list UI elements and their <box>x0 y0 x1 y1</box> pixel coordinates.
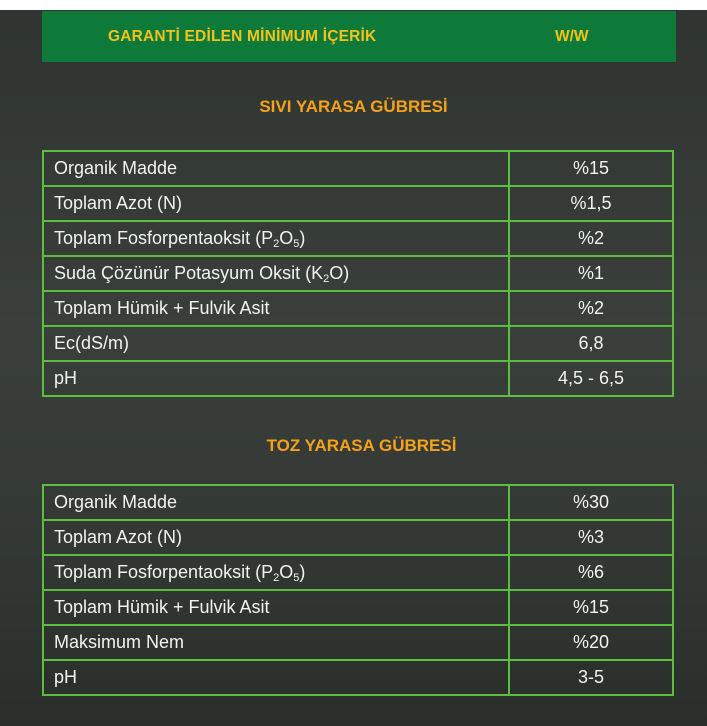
row-label: Toplam Azot (N) <box>43 520 509 555</box>
top-edge <box>0 0 707 10</box>
row-value: %15 <box>509 151 673 186</box>
table-row <box>43 555 673 590</box>
row-label: Toplam Hümik + Fulvik Asit <box>43 590 509 625</box>
row-value: %15 <box>509 590 673 625</box>
row-label: Toplam Azot (N) <box>43 186 509 221</box>
label-part: Suda Çözünür Potasyum Oksit (K <box>54 263 324 283</box>
row-value: %2 <box>509 291 673 326</box>
liquid-spec-table <box>42 150 674 397</box>
label-part: Toplam Fosforpentaoksit (P <box>54 562 274 582</box>
header-bar <box>42 11 676 62</box>
row-label: Maksimum Nem <box>43 625 509 660</box>
label-part: Toplam Fosforpentaoksit (P <box>54 228 274 248</box>
powder-section-title: TOZ YARASA GÜBRESİ <box>266 436 457 455</box>
row-value: %1 <box>509 256 673 291</box>
label-part: ) <box>299 228 306 248</box>
subscript: 5 <box>293 238 300 250</box>
row-value: %2 <box>509 221 673 256</box>
table-row <box>43 485 673 520</box>
row-label: Toplam Hümik + Fulvik Asit <box>43 291 509 326</box>
table-row <box>43 520 673 555</box>
table-row <box>43 221 673 256</box>
subscript: 2 <box>273 238 280 250</box>
label-part: ) <box>299 562 306 582</box>
row-value: %20 <box>509 625 673 660</box>
row-label: pH <box>43 660 509 695</box>
row-label: Organik Madde <box>43 151 509 186</box>
row-value: %30 <box>509 485 673 520</box>
powder-spec-table <box>42 484 674 696</box>
table-row <box>43 361 673 396</box>
row-value: 6,8 <box>509 326 673 361</box>
row-value: %1,5 <box>509 186 673 221</box>
liquid-section-title: SIVI YARASA GÜBRESİ <box>259 97 448 116</box>
label-part: O <box>279 228 294 248</box>
subscript: 2 <box>273 572 280 584</box>
header-unit-label: W/W <box>555 28 589 45</box>
table-row <box>43 625 673 660</box>
row-label <box>43 256 509 291</box>
label-part: O <box>279 562 294 582</box>
table-row <box>43 291 673 326</box>
table-row <box>43 151 673 186</box>
subscript: 2 <box>323 273 330 285</box>
table-row <box>43 186 673 221</box>
row-value: %3 <box>509 520 673 555</box>
table-row <box>43 326 673 361</box>
row-label <box>43 221 509 256</box>
label-part: O) <box>329 263 350 283</box>
row-label: pH <box>43 361 509 396</box>
subscript: 5 <box>293 572 300 584</box>
table-row <box>43 660 673 695</box>
header-content-label: GARANTİ EDİLEN MİNİMUM İÇERİK <box>108 28 377 45</box>
row-label <box>43 555 509 590</box>
row-label: Ec(dS/m) <box>43 326 509 361</box>
table-row <box>43 590 673 625</box>
row-value: %6 <box>509 555 673 590</box>
row-value: 3-5 <box>509 660 673 695</box>
table-row <box>43 256 673 291</box>
row-value: 4,5 - 6,5 <box>509 361 673 396</box>
row-label: Organik Madde <box>43 485 509 520</box>
